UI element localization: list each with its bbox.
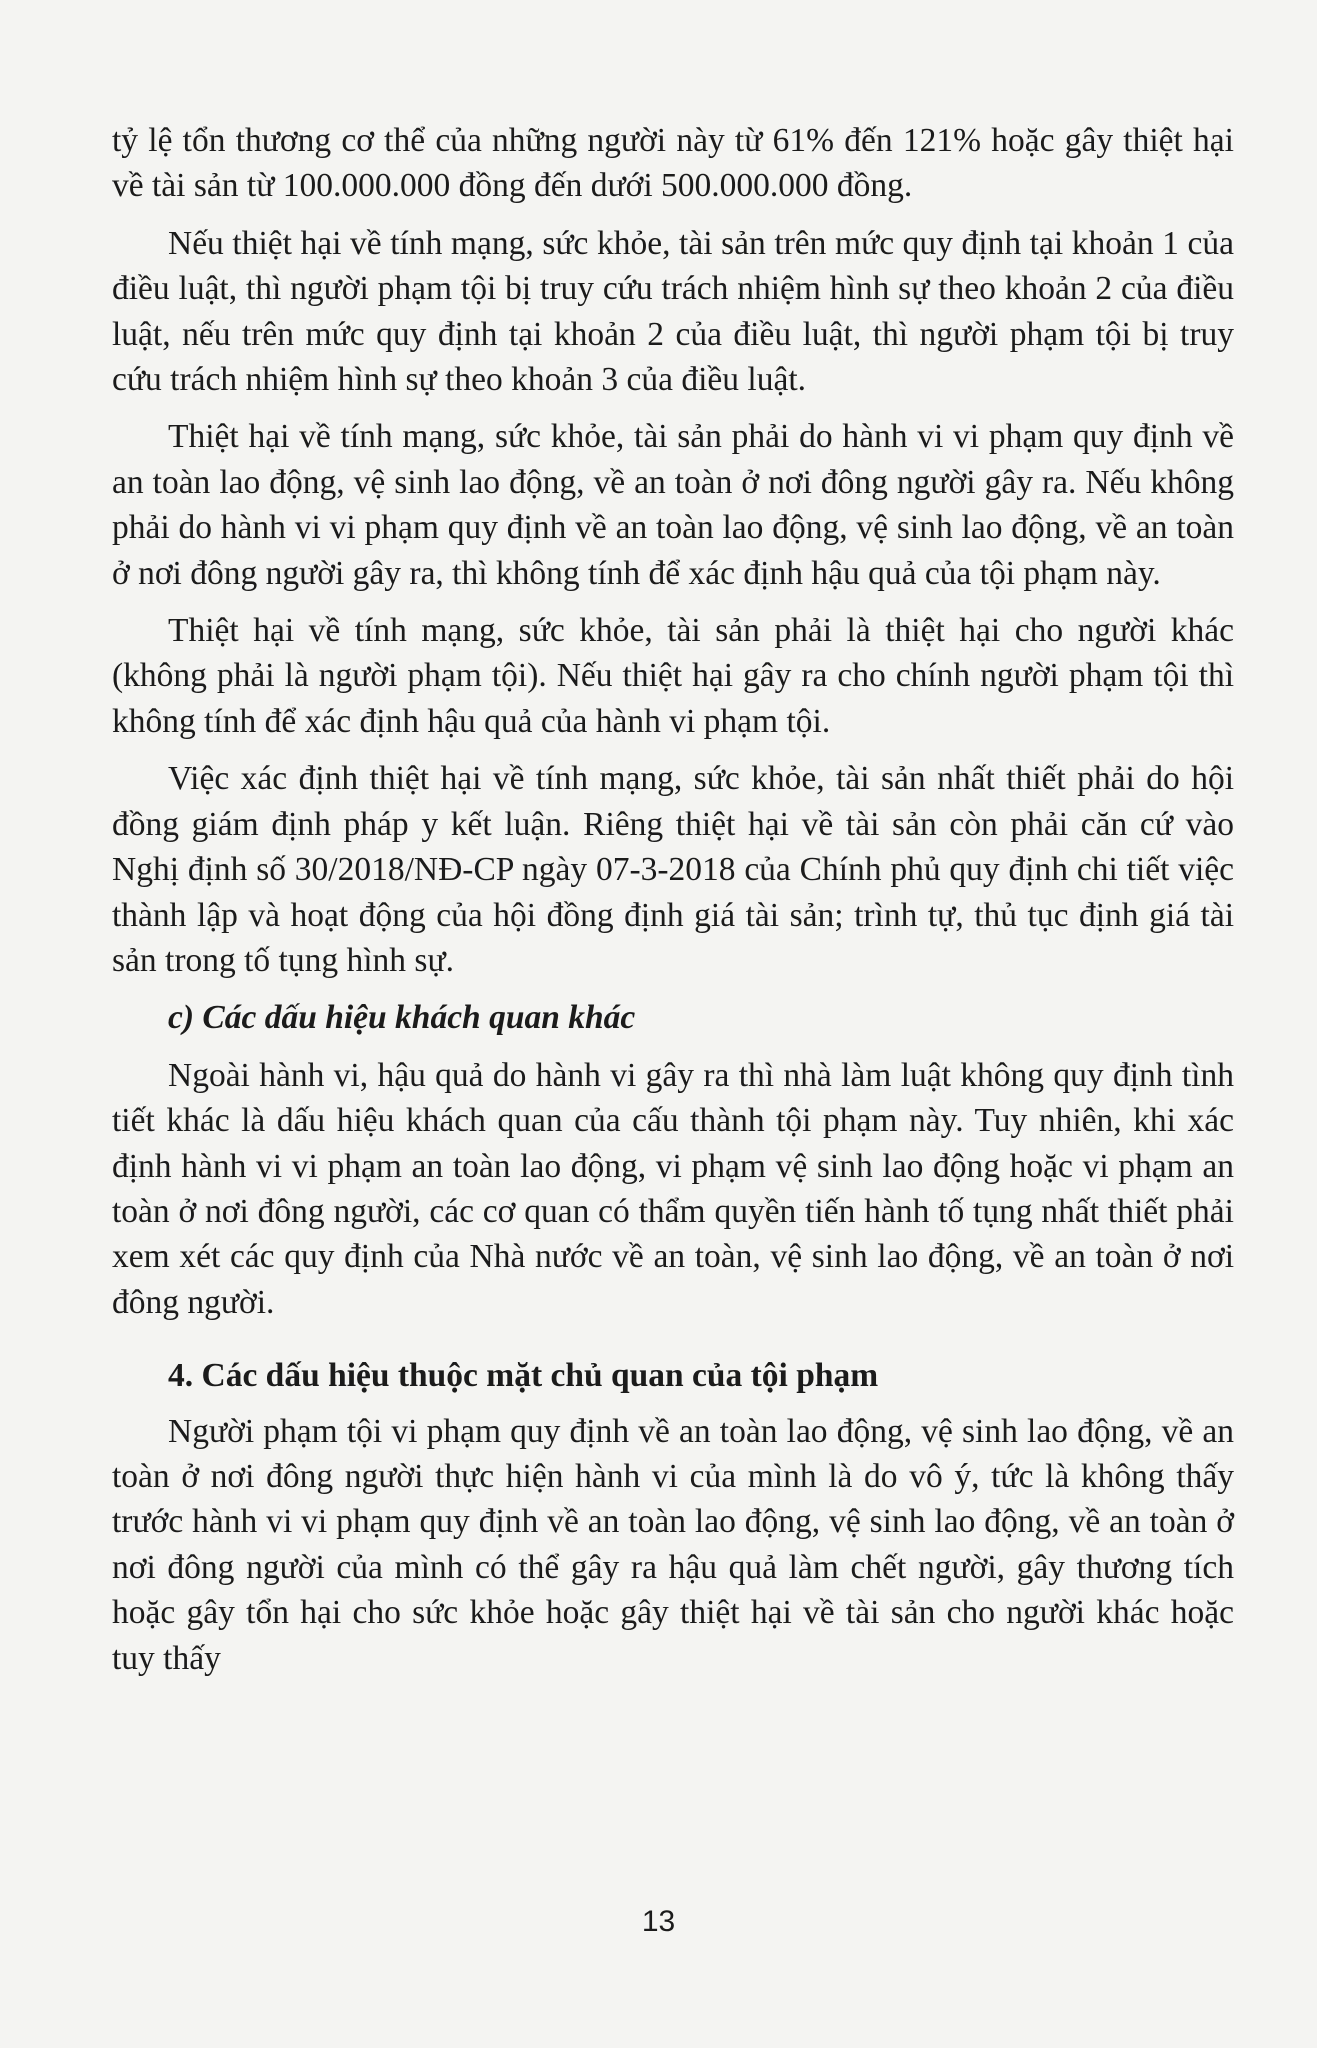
- paragraph-continuation: tỷ lệ tổn thương cơ thể của những người này từ 61% đến 121% hoặc gây thiệt hại về tài sản từ 100.000.000 đồng đến dưới 500.000.000 đồng.: [112, 122, 1234, 205]
- paragraph-subjective-signs: Người phạm tội vi phạm quy định về an toàn lao động, vệ sinh lao động, về an toàn ở nơi đông người thực hiện hành vi của mình là do vô ý, tức là không thấy trước hành vi vi phạm quy định về an toàn lao động, vệ sinh lao động, về an toàn ở nơi đông người của mình có thể gây ra hậu quả làm chết người, gây thương tích hoặc gây tổn hại cho sức khỏe hoặc gây thiệt hại về tài sản cho người khác hoặc tuy thấy: [112, 1412, 1234, 1677]
- paragraph-damage-cause: Thiệt hại về tính mạng, sức khỏe, tài sản phải do hành vi vi phạm quy định về an toàn lao động, vệ sinh lao động, về an toàn ở nơi đông người gây ra. Nếu không phải do hành vi vi phạm quy định về an toàn lao động, vệ sinh lao động, về an toàn ở nơi đông người gây ra, thì không tính để xác định hậu quả của tội phạm này.: [112, 418, 1234, 592]
- paragraph-damage-to-others: Thiệt hại về tính mạng, sức khỏe, tài sản phải là thiệt hại cho người khác (không phải là người phạm tội). Nếu thiệt hại gây ra cho chính người phạm tội thì không tính để xác định hậu quả của hành vi phạm tội.: [112, 612, 1234, 740]
- page-body: [112, 118, 1234, 1693]
- section-heading-subjective-signs: 4. Các dấu hiệu thuộc mặt chủ quan của tội phạm: [168, 1357, 879, 1395]
- page-number: 13: [641, 1905, 676, 1938]
- paragraph-objective-signs: Ngoài hành vi, hậu quả do hành vi gây ra thì nhà làm luật không quy định tình tiết khác là dấu hiệu khách quan của cấu thành tội phạm này. Tuy nhiên, khi xác định hành vi vi phạm an toàn lao động, vi phạm vệ sinh lao động hoặc vi phạm an toàn ở nơi đông người, các cơ quan có thẩm quyền tiến hành tố tụng nhất thiết phải xem xét các quy định của Nhà nước về an toàn, vệ sinh lao động, về an toàn ở nơi đông người.: [112, 1056, 1234, 1321]
- paragraph-damage-levels: Nếu thiệt hại về tính mạng, sức khỏe, tài sản trên mức quy định tại khoản 1 của điều luật, thì người phạm tội bị truy cứu trách nhiệm hình sự theo khoản 2 của điều luật, nếu trên mức quy định tại khoản 2 của điều luật, thì người phạm tội bị truy cứu trách nhiệm hình sự theo khoản 3 của điều luật.: [112, 224, 1234, 399]
- paragraph-damage-assessment: Việc xác định thiệt hại về tính mạng, sức khỏe, tài sản nhất thiết phải do hội đồng giám định pháp y kết luận. Riêng thiệt hại về tài sản còn phải căn cứ vào Nghị định số 30/2018/NĐ-CP ngày 07-3-2018 của Chính phủ quy định chi tiết việc thành lập và hoạt động của hội đồng định giá tài sản; trình tự, thủ tục định giá tài sản trong tố tụng hình sự.: [112, 760, 1234, 979]
- subheading-objective-signs: c) Các dấu hiệu khách quan khác: [168, 999, 636, 1037]
